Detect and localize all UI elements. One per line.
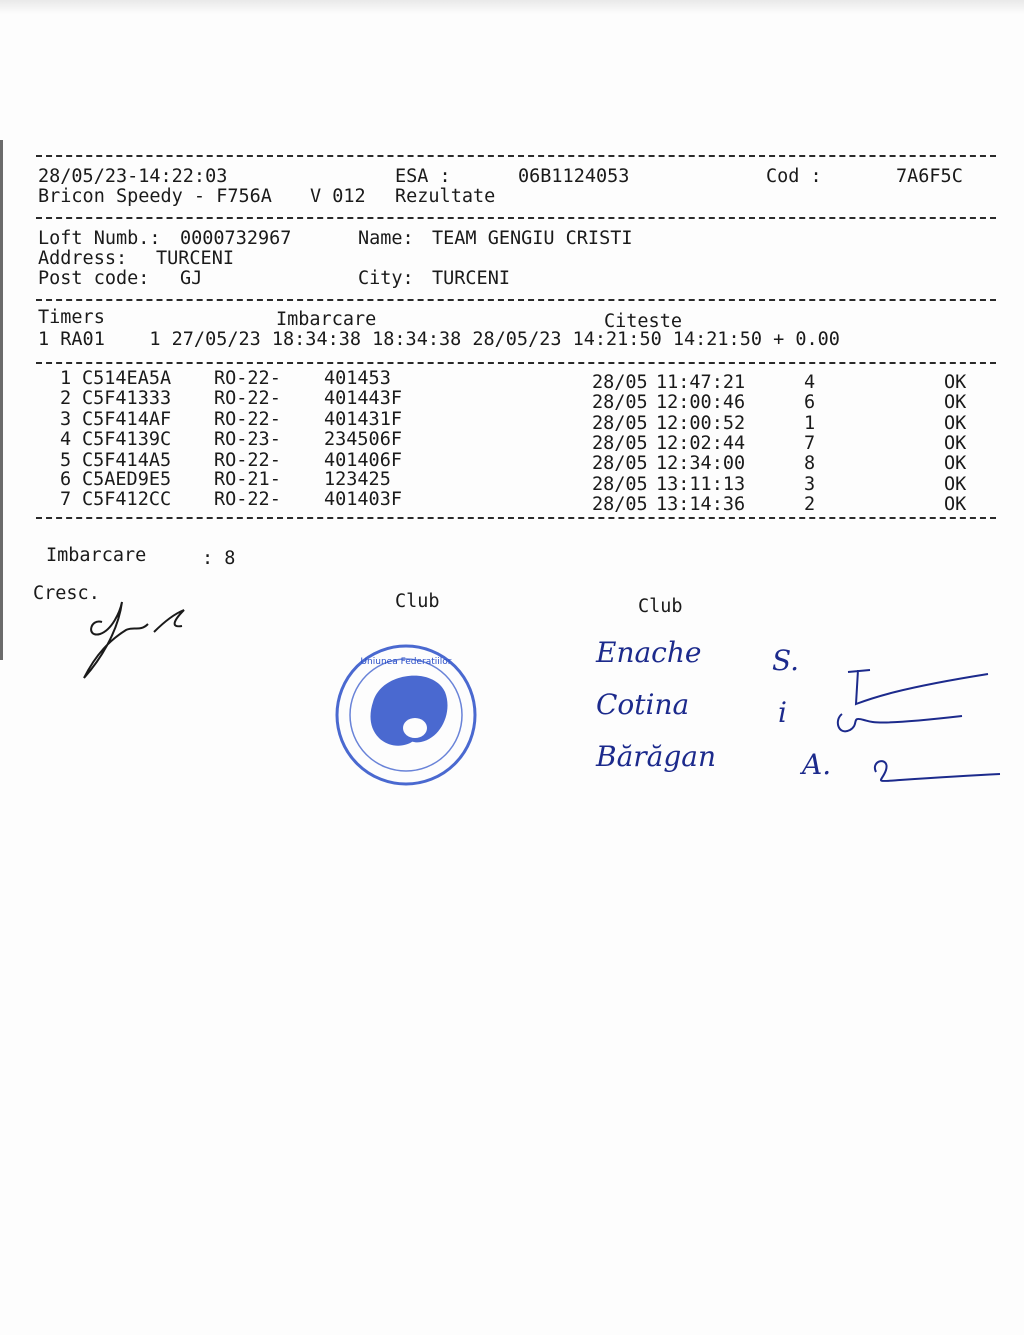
cell-place: 4 bbox=[804, 372, 816, 393]
divider bbox=[36, 299, 996, 301]
loft-number-label: Loft Numb.: bbox=[38, 228, 161, 249]
cell-place: 2 bbox=[804, 494, 816, 515]
cell-status: OK bbox=[944, 433, 967, 454]
cell-no: 6 bbox=[60, 469, 72, 490]
cell-series: RO-21- bbox=[214, 469, 281, 490]
postcode-value: GJ bbox=[180, 268, 203, 289]
cod-value: 7A6F5C bbox=[896, 166, 963, 187]
cell-status: OK bbox=[944, 494, 967, 515]
cell-chip: C5F4139C bbox=[82, 429, 172, 450]
city-label: City: bbox=[358, 268, 414, 289]
cell-series: RO-23- bbox=[214, 429, 281, 450]
divider bbox=[36, 217, 996, 219]
cell-ring: 234506F bbox=[324, 429, 402, 450]
member-initial: i bbox=[778, 696, 787, 729]
cell-chip: C514EA5A bbox=[82, 368, 172, 389]
cell-ring: 401453 bbox=[324, 368, 391, 389]
cell-series: RO-22- bbox=[214, 388, 281, 409]
cell-series: RO-22- bbox=[214, 489, 281, 510]
cell-date: 28/05 bbox=[592, 453, 648, 474]
address-value: TURCENI bbox=[156, 248, 234, 269]
cell-time: 11:47:21 bbox=[656, 372, 746, 393]
device-version: V 012 bbox=[310, 186, 366, 207]
cell-no: 5 bbox=[60, 450, 72, 471]
cell-chip: C5AED9E5 bbox=[82, 469, 172, 490]
cell-time: 12:00:52 bbox=[656, 413, 746, 434]
cell-series: RO-22- bbox=[214, 368, 281, 389]
imbarcare-header: Imbarcare bbox=[276, 309, 377, 330]
timer-line: 1 RA01 1 27/05/23 18:34:38 18:34:38 28/05/23 14:21:50 14:21:50 + 0.00 bbox=[38, 329, 840, 350]
breeder-signature bbox=[70, 592, 200, 688]
divider bbox=[36, 517, 996, 519]
device-name: Bricon Speedy - F756A bbox=[38, 186, 272, 207]
divider bbox=[36, 155, 996, 157]
cell-no: 7 bbox=[60, 489, 72, 510]
cell-no: 1 bbox=[60, 368, 72, 389]
cell-status: OK bbox=[944, 392, 967, 413]
imbarcare-summary-value: : 8 bbox=[202, 548, 236, 569]
cell-date: 28/05 bbox=[592, 413, 648, 434]
cell-status: OK bbox=[944, 453, 967, 474]
member-initial: A. bbox=[802, 748, 832, 781]
citeste-header: Citeste bbox=[604, 311, 682, 332]
cell-time: 13:14:36 bbox=[656, 494, 746, 515]
cell-ring: 401406F bbox=[324, 450, 402, 471]
report-title: Rezultate bbox=[395, 186, 496, 207]
cell-status: OK bbox=[944, 372, 967, 393]
cell-place: 3 bbox=[804, 474, 816, 495]
cell-chip: C5F412CC bbox=[82, 489, 172, 510]
paper-fold-edge bbox=[0, 140, 3, 660]
member-name: Cotina bbox=[596, 688, 690, 721]
cell-series: RO-22- bbox=[214, 450, 281, 471]
address-label: Address: bbox=[38, 248, 128, 269]
cell-ring: 401431F bbox=[324, 409, 402, 430]
cell-series: RO-22- bbox=[214, 409, 281, 430]
club-label: Club bbox=[395, 591, 440, 612]
stamp-text: Uniunea Federatiilor bbox=[360, 657, 452, 667]
paper-edge bbox=[0, 0, 1024, 14]
cell-chip: C5F414A5 bbox=[82, 450, 172, 471]
esa-label: ESA : bbox=[395, 166, 451, 187]
cresc-label: Cresc. bbox=[33, 583, 100, 604]
member-signatures bbox=[820, 660, 1010, 800]
cell-no: 3 bbox=[60, 409, 72, 430]
cell-status: OK bbox=[944, 413, 967, 434]
cell-date: 28/05 bbox=[592, 433, 648, 454]
timers-label: Timers bbox=[38, 307, 105, 328]
member-initial: S. bbox=[772, 644, 800, 677]
cell-no: 2 bbox=[60, 388, 72, 409]
loft-number-value: 0000732967 bbox=[180, 228, 292, 249]
club-stamp bbox=[333, 642, 479, 788]
cell-place: 8 bbox=[804, 453, 816, 474]
cell-ring: 401443F bbox=[324, 388, 402, 409]
cell-no: 4 bbox=[60, 429, 72, 450]
cell-date: 28/05 bbox=[592, 474, 648, 495]
cell-chip: C5F41333 bbox=[82, 388, 172, 409]
cell-place: 1 bbox=[804, 413, 816, 434]
cell-place: 6 bbox=[804, 392, 816, 413]
divider bbox=[36, 362, 996, 364]
name-label: Name: bbox=[358, 228, 414, 249]
cell-time: 12:34:00 bbox=[656, 453, 746, 474]
name-value: TEAM GENGIU CRISTI bbox=[432, 228, 633, 249]
cell-chip: C5F414AF bbox=[82, 409, 172, 430]
cell-date: 28/05 bbox=[592, 494, 648, 515]
esa-value: 06B1124053 bbox=[518, 166, 630, 187]
city-value: TURCENI bbox=[432, 268, 510, 289]
postcode-label: Post code: bbox=[38, 268, 150, 289]
cell-ring: 401403F bbox=[324, 489, 402, 510]
member-name: Enache bbox=[596, 636, 702, 669]
member-name: Bărăgan bbox=[596, 740, 716, 773]
cell-time: 12:02:44 bbox=[656, 433, 746, 454]
report-datetime: 28/05/23-14:22:03 bbox=[38, 166, 228, 187]
imbarcare-summary-label: Imbarcare bbox=[46, 545, 147, 566]
cell-time: 13:11:13 bbox=[656, 474, 746, 495]
cell-time: 12:00:46 bbox=[656, 392, 746, 413]
cod-label: Cod : bbox=[766, 166, 822, 187]
cell-date: 28/05 bbox=[592, 392, 648, 413]
cell-ring: 123425 bbox=[324, 469, 391, 490]
cell-place: 7 bbox=[804, 433, 816, 454]
club-label: Club bbox=[638, 596, 683, 617]
cell-date: 28/05 bbox=[592, 372, 648, 393]
cell-status: OK bbox=[944, 474, 967, 495]
